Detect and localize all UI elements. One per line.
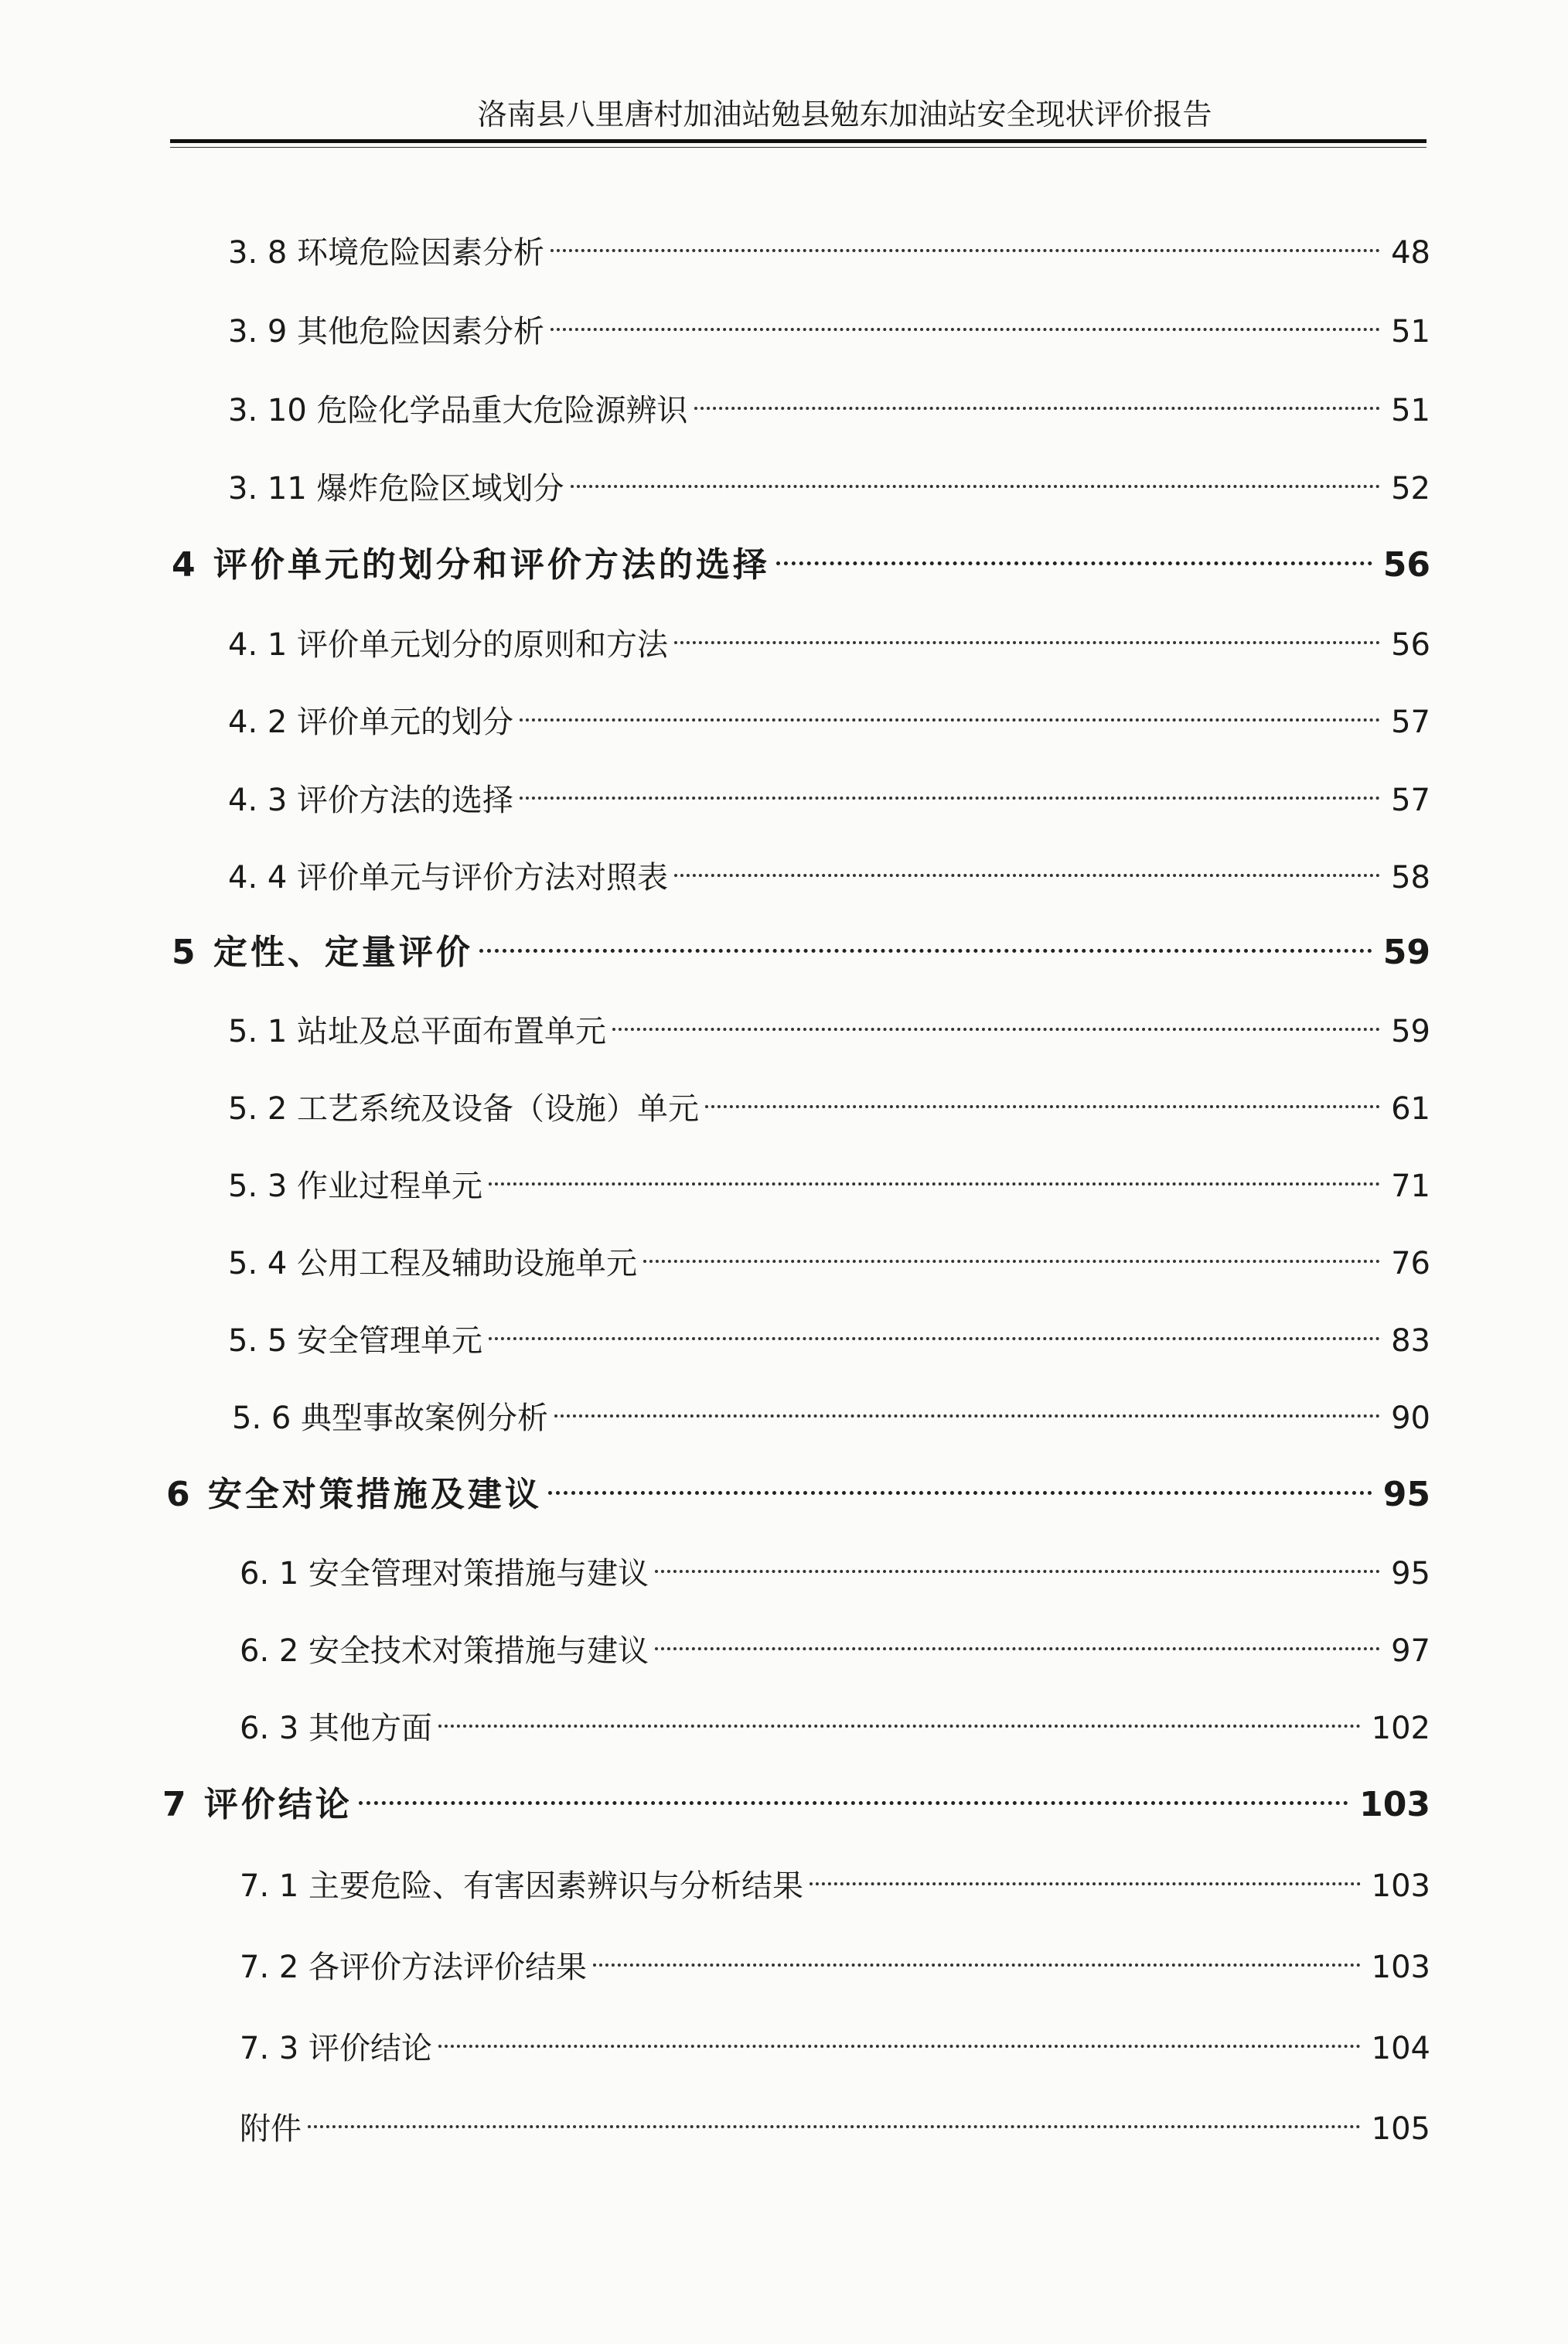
- toc-entry-page: 51: [1391, 314, 1430, 350]
- dot-leader: [674, 841, 1380, 888]
- toc-chapter[interactable]: [172, 917, 1430, 972]
- toc-entry[interactable]: [228, 1227, 1430, 1281]
- toc-entry-page: 58: [1391, 860, 1430, 896]
- toc-entry[interactable]: [240, 1931, 1430, 1985]
- toc-entry[interactable]: [240, 2093, 1430, 2147]
- toc-entry[interactable]: [228, 841, 1430, 896]
- dot-leader: [438, 1692, 1361, 1738]
- toc-entry-label: 5. 5 安全管理单元: [228, 1323, 483, 1359]
- toc-entry-page: 56: [1391, 627, 1430, 663]
- dot-leader: [810, 1850, 1361, 1896]
- toc-chapter[interactable]: [162, 1769, 1430, 1824]
- report-title: 洛南县八里唐村加油站勉县勉东加油站安全现状评价报告: [477, 97, 1212, 131]
- dot-leader: [479, 917, 1372, 964]
- dot-leader: [655, 1615, 1380, 1661]
- toc-entry-page: 71: [1391, 1169, 1430, 1204]
- toc-entry[interactable]: [240, 1537, 1430, 1592]
- toc-entry[interactable]: [228, 1150, 1430, 1204]
- toc-entry[interactable]: [240, 2012, 1430, 2066]
- toc-entry[interactable]: [240, 1615, 1430, 1669]
- toc-chapter-label: 6 安全对策措施及建议: [166, 1475, 542, 1514]
- toc-entry-page: 102: [1371, 1711, 1430, 1746]
- toc-entry-label: 5. 4 公用工程及辅助设施单元: [228, 1246, 638, 1281]
- toc-entry[interactable]: [228, 609, 1430, 663]
- toc-chapter-label: 4 评价单元的划分和评价方法的选择: [172, 545, 770, 585]
- toc-entry[interactable]: [228, 452, 1430, 507]
- toc-entry-label: 6. 3 其他方面: [240, 1711, 433, 1746]
- toc-entry[interactable]: [240, 1692, 1430, 1746]
- dot-leader: [655, 1537, 1380, 1584]
- toc-chapter-page: 59: [1382, 933, 1430, 972]
- dot-leader: [520, 764, 1380, 810]
- toc-entry-label: 6. 1 安全管理对策措施与建议: [240, 1556, 649, 1592]
- toc-entry-label: 5. 2 工艺系统及设备（设施）单元: [228, 1091, 700, 1127]
- toc-entry-page: 52: [1391, 471, 1430, 507]
- dot-leader: [489, 1150, 1380, 1196]
- toc-entry-page: 83: [1391, 1323, 1430, 1359]
- toc-chapter-label: 5 定性、定量评价: [172, 933, 473, 972]
- toc-entry[interactable]: [240, 1850, 1430, 1904]
- toc-entry-page: 97: [1391, 1633, 1430, 1669]
- dot-leader: [548, 1459, 1372, 1506]
- toc-entry-page: 48: [1391, 235, 1430, 271]
- toc-entry-label: 4. 2 评价单元的划分: [228, 705, 514, 740]
- dot-leader: [694, 374, 1381, 421]
- dot-leader: [705, 1073, 1380, 1119]
- toc-entry-page: 51: [1391, 393, 1430, 428]
- toc-entry-page: 104: [1371, 2031, 1430, 2066]
- toc-entry-label: 6. 2 安全技术对策措施与建议: [240, 1633, 649, 1669]
- toc-entry-label: 3. 10 危险化学品重大危险源辨识: [228, 393, 688, 428]
- toc-entry-label: 7. 2 各评价方法评价结果: [240, 1950, 588, 1985]
- toc-entry-label: 3. 11 爆炸危险区域划分: [228, 471, 564, 507]
- toc-entry[interactable]: [228, 217, 1430, 271]
- dot-leader: [674, 609, 1380, 655]
- dot-leader: [643, 1227, 1380, 1274]
- toc-entry-page: 103: [1371, 1868, 1430, 1904]
- dot-leader: [551, 217, 1380, 263]
- dot-leader: [308, 2093, 1361, 2139]
- toc-entry[interactable]: [228, 1073, 1430, 1127]
- toc-entry[interactable]: [232, 1382, 1430, 1436]
- toc-entry-label: 3. 8 环境危险因素分析: [228, 235, 545, 271]
- toc-chapter[interactable]: [166, 1459, 1430, 1514]
- dot-leader: [554, 1382, 1380, 1428]
- toc-chapter-page: 56: [1382, 545, 1430, 585]
- toc-chapter[interactable]: [172, 530, 1430, 585]
- toc-entry[interactable]: [228, 1305, 1430, 1359]
- toc-entry-label: 3. 9 其他危险因素分析: [228, 314, 545, 350]
- toc-entry[interactable]: [228, 374, 1430, 428]
- dot-leader: [489, 1305, 1380, 1351]
- toc-entry[interactable]: [228, 764, 1430, 818]
- toc-chapter-page: 95: [1382, 1475, 1430, 1514]
- toc-entry-page: 103: [1371, 1950, 1430, 1985]
- toc-entry-page: 90: [1391, 1401, 1430, 1436]
- toc-chapter-page: 103: [1359, 1785, 1430, 1824]
- dot-leader: [359, 1769, 1348, 1816]
- toc-entry-label: 5. 1 站址及总平面布置单元: [228, 1014, 607, 1049]
- toc-entry[interactable]: [228, 686, 1430, 740]
- dot-leader: [776, 530, 1372, 576]
- dot-leader: [571, 452, 1381, 499]
- toc-entry-page: 59: [1391, 1014, 1430, 1049]
- dot-leader: [520, 686, 1380, 732]
- toc-entry-label: 7. 1 主要危险、有害因素辨识与分析结果: [240, 1868, 804, 1904]
- toc-entry-page: 57: [1391, 783, 1430, 818]
- toc-chapter-label: 7 评价结论: [162, 1785, 353, 1824]
- toc-entry-page: 76: [1391, 1246, 1430, 1281]
- toc-entry-page: 61: [1391, 1091, 1430, 1127]
- toc-entry-label: 4. 3 评价方法的选择: [228, 783, 514, 818]
- toc-entry-page: 95: [1391, 1556, 1430, 1592]
- toc-entry-label: 附件: [240, 2111, 302, 2147]
- dot-leader: [593, 1931, 1361, 1977]
- toc-entry-label: 5. 3 作业过程单元: [228, 1169, 483, 1204]
- toc-entry-label: 5. 6 典型事故案例分析: [232, 1401, 549, 1436]
- toc-entry[interactable]: [228, 295, 1430, 350]
- dot-leader: [612, 995, 1380, 1042]
- toc-entry-page: 57: [1391, 705, 1430, 740]
- toc-entry-page: 105: [1371, 2111, 1430, 2147]
- toc-entry[interactable]: [228, 995, 1430, 1049]
- toc-entry-label: 7. 3 评价结论: [240, 2031, 433, 2066]
- toc-entry-label: 4. 1 评价单元划分的原则和方法: [228, 627, 669, 663]
- dot-leader: [551, 295, 1380, 342]
- toc-entry-label: 4. 4 评价单元与评价方法对照表: [228, 860, 669, 896]
- dot-leader: [438, 2012, 1361, 2059]
